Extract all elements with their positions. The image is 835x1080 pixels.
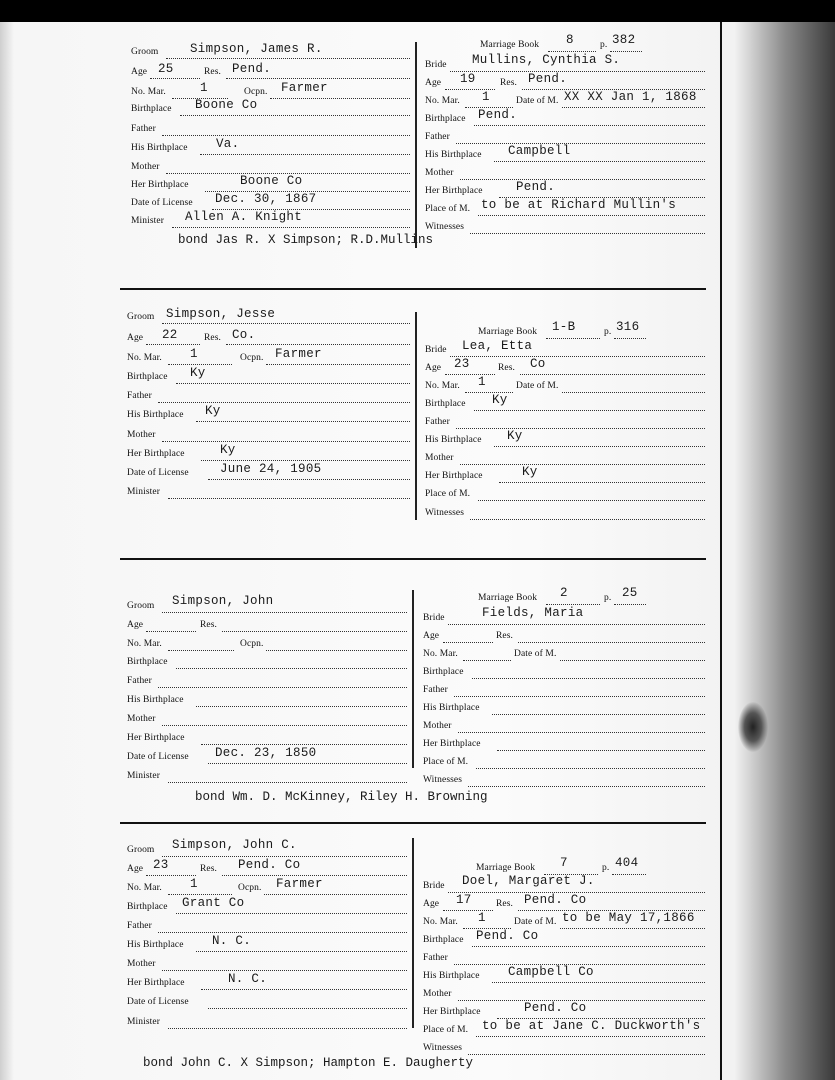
his-birthplace-label: His Birthplace bbox=[425, 150, 482, 160]
bond-note: bond John C. X Simpson; Hampton E. Daugherty bbox=[143, 1056, 474, 1070]
groom-occupation: Farmer bbox=[276, 877, 323, 891]
ocpn-label: Ocpn. bbox=[240, 353, 264, 363]
field-underline bbox=[158, 932, 407, 933]
bride-age: 17 bbox=[456, 893, 472, 907]
her-birthplace-label: Her Birthplace bbox=[127, 449, 185, 459]
groom-label: Groom bbox=[127, 845, 155, 855]
field-underline bbox=[196, 951, 407, 952]
field-underline bbox=[470, 519, 705, 520]
her-birthplace-label: Her Birthplace bbox=[425, 471, 483, 481]
mother-label: Mother bbox=[423, 989, 452, 999]
field-underline bbox=[162, 441, 410, 442]
column-divider bbox=[415, 42, 417, 248]
place-of-marriage: to be at Jane C. Duckworth's bbox=[482, 1019, 701, 1033]
field-underline bbox=[226, 344, 410, 345]
no-mar-label: No. Mar. bbox=[423, 649, 458, 659]
field-underline bbox=[460, 179, 705, 180]
bond-note: bond Wm. D. McKinney, Riley H. Browning bbox=[195, 790, 488, 804]
no-mar-label: No. Mar. bbox=[425, 381, 460, 391]
field-underline bbox=[472, 678, 705, 679]
father-label: Father bbox=[127, 921, 152, 931]
witnesses-label: Witnesses bbox=[423, 1043, 463, 1053]
date-of-marriage: XX XX Jan 1, 1868 bbox=[564, 90, 697, 104]
field-underline bbox=[176, 668, 407, 669]
groom-residence: Pend. Co bbox=[238, 858, 301, 872]
bride-name: Mullins, Cynthia S. bbox=[472, 53, 621, 67]
minister-label: Minister bbox=[127, 771, 160, 781]
bride-birthplace: Pend. bbox=[478, 108, 518, 122]
marriage-book-label: Marriage Book bbox=[478, 327, 538, 337]
place-of-marriage: to be at Richard Mullin's bbox=[481, 198, 677, 212]
birthplace-label: Birthplace bbox=[127, 657, 168, 667]
date-of-license: Dec. 23, 1850 bbox=[215, 746, 317, 760]
field-underline bbox=[168, 498, 410, 499]
field-underline bbox=[172, 227, 410, 228]
bride-birthplace: Pend. Co bbox=[476, 929, 539, 943]
his-birthplace-label: His Birthplace bbox=[127, 940, 184, 950]
marriage-book-label: Marriage Book bbox=[478, 593, 538, 603]
age-label: Age bbox=[425, 363, 442, 373]
card-bottom-rule bbox=[120, 558, 706, 560]
marriage-book-number: 1-B bbox=[552, 320, 576, 334]
bride-residence: Co bbox=[530, 357, 546, 371]
field-underline bbox=[201, 460, 410, 461]
field-underline bbox=[560, 660, 705, 661]
marriage-book-number: 7 bbox=[560, 856, 568, 870]
field-underline bbox=[201, 744, 407, 745]
no-mar-label: No. Mar. bbox=[127, 353, 162, 363]
his-birthplace-label: His Birthplace bbox=[423, 703, 480, 713]
minister-label: Minister bbox=[127, 487, 160, 497]
field-underline bbox=[168, 650, 234, 651]
bride-age: 19 bbox=[460, 72, 476, 86]
ocpn-label: Ocpn. bbox=[240, 639, 264, 649]
bride-age: 23 bbox=[454, 357, 470, 371]
field-underline bbox=[494, 446, 705, 447]
field-underline bbox=[266, 650, 407, 651]
father-label: Father bbox=[425, 132, 450, 142]
field-underline bbox=[456, 428, 705, 429]
field-underline bbox=[445, 374, 495, 375]
witnesses-label: Witnesses bbox=[425, 222, 465, 232]
bride-birthplace: Ky bbox=[492, 393, 508, 407]
bride-mother-birthplace: Pend. Co bbox=[524, 1001, 587, 1015]
date-of-m-label: Date of M. bbox=[516, 96, 559, 106]
field-underline bbox=[546, 604, 600, 605]
birthplace-label: Birthplace bbox=[423, 667, 464, 677]
field-underline bbox=[162, 135, 410, 136]
page-label: p. bbox=[604, 593, 612, 603]
his-birthplace-label: His Birthplace bbox=[131, 143, 188, 153]
field-underline bbox=[499, 482, 705, 483]
age-label: Age bbox=[127, 333, 144, 343]
field-underline bbox=[180, 115, 410, 116]
field-underline bbox=[208, 479, 410, 480]
page-edge-line bbox=[720, 22, 722, 1080]
res-label: Res. bbox=[498, 363, 516, 373]
field-underline bbox=[208, 1008, 407, 1009]
field-underline bbox=[492, 714, 705, 715]
marriage-book-page: 25 bbox=[622, 586, 638, 600]
field-underline bbox=[162, 725, 407, 726]
groom-occupation: Farmer bbox=[281, 81, 328, 95]
bride-name: Lea, Etta bbox=[462, 339, 533, 353]
groom-name: Simpson, John bbox=[172, 594, 274, 608]
bride-residence: Pend. bbox=[528, 72, 568, 86]
age-label: Age bbox=[423, 631, 440, 641]
res-label: Res. bbox=[204, 67, 222, 77]
bride-mother-birthplace: Ky bbox=[522, 465, 538, 479]
field-underline bbox=[200, 154, 410, 155]
marriage-record-card bbox=[0, 22, 720, 292]
card-bottom-rule bbox=[120, 288, 706, 290]
bride-name: Doel, Margaret J. bbox=[462, 874, 595, 888]
field-underline bbox=[468, 786, 705, 787]
mother-label: Mother bbox=[131, 162, 160, 172]
field-underline bbox=[196, 421, 410, 422]
field-underline bbox=[476, 1036, 705, 1037]
field-underline bbox=[162, 323, 410, 324]
res-label: Res. bbox=[200, 620, 218, 630]
date-of-m-label: Date of M. bbox=[514, 649, 557, 659]
no-mar-label: No. Mar. bbox=[425, 96, 460, 106]
her-birthplace-label: Her Birthplace bbox=[425, 186, 483, 196]
field-underline bbox=[264, 894, 407, 895]
res-label: Res. bbox=[204, 333, 222, 343]
field-underline bbox=[494, 161, 705, 162]
res-label: Res. bbox=[200, 864, 218, 874]
groom-father-birthplace: N. C. bbox=[212, 934, 252, 948]
groom-label: Groom bbox=[127, 601, 155, 611]
field-underline bbox=[146, 631, 196, 632]
bride-label: Bride bbox=[423, 613, 445, 623]
mother-label: Mother bbox=[423, 721, 452, 731]
marriage-book-label: Marriage Book bbox=[476, 863, 536, 873]
field-underline bbox=[474, 410, 705, 411]
bride-name: Fields, Maria bbox=[482, 606, 584, 620]
ocpn-label: Ocpn. bbox=[238, 883, 262, 893]
his-birthplace-label: His Birthplace bbox=[127, 410, 184, 420]
groom-name: Simpson, John C. bbox=[172, 838, 297, 852]
age-label: Age bbox=[423, 899, 440, 909]
her-birthplace-label: Her Birthplace bbox=[423, 739, 481, 749]
field-underline bbox=[222, 875, 407, 876]
microfilm-page bbox=[0, 22, 835, 1080]
field-underline bbox=[612, 874, 646, 875]
field-underline bbox=[614, 604, 646, 605]
date-of-license: Dec. 30, 1867 bbox=[215, 192, 317, 206]
field-underline bbox=[168, 364, 232, 365]
bride-no-mar: 1 bbox=[478, 375, 486, 389]
field-underline bbox=[168, 894, 232, 895]
marriage-record-card bbox=[0, 292, 720, 562]
place-of-m-label: Place of M. bbox=[425, 204, 471, 214]
bride-father-birthplace: Ky bbox=[507, 429, 523, 443]
field-underline bbox=[458, 732, 705, 733]
groom-age: 22 bbox=[162, 328, 178, 342]
field-underline bbox=[468, 1054, 705, 1055]
father-label: Father bbox=[127, 676, 152, 686]
groom-label: Groom bbox=[131, 47, 159, 57]
groom-mother-birthplace: Boone Co bbox=[240, 174, 303, 188]
field-underline bbox=[270, 98, 410, 99]
groom-residence: Co. bbox=[232, 328, 256, 342]
no-mar-label: No. Mar. bbox=[423, 917, 458, 927]
date-of-license-label: Date of License bbox=[127, 997, 189, 1007]
field-underline bbox=[162, 970, 407, 971]
bond-note: bond Jas R. X Simpson; R.D.Mullins bbox=[178, 233, 434, 247]
field-underline bbox=[478, 500, 705, 501]
groom-no-mar: 1 bbox=[190, 347, 198, 361]
place-of-m-label: Place of M. bbox=[423, 1025, 469, 1035]
bride-father-birthplace: Campbell Co bbox=[508, 965, 594, 979]
field-underline bbox=[614, 338, 646, 339]
field-underline bbox=[158, 402, 410, 403]
field-underline bbox=[560, 928, 705, 929]
field-underline bbox=[146, 875, 196, 876]
marriage-record-card bbox=[0, 824, 720, 1080]
field-underline bbox=[478, 215, 705, 216]
mother-label: Mother bbox=[127, 959, 156, 969]
res-label: Res. bbox=[496, 631, 514, 641]
birthplace-label: Birthplace bbox=[423, 935, 464, 945]
groom-birthplace: Boone Co bbox=[195, 98, 258, 112]
column-divider bbox=[415, 312, 417, 520]
birthplace-label: Birthplace bbox=[127, 372, 168, 382]
age-label: Age bbox=[425, 78, 442, 88]
date-of-m-label: Date of M. bbox=[516, 381, 559, 391]
page-label: p. bbox=[600, 40, 608, 50]
field-underline bbox=[474, 125, 705, 126]
her-birthplace-label: Her Birthplace bbox=[423, 1007, 481, 1017]
field-underline bbox=[158, 687, 407, 688]
mother-label: Mother bbox=[425, 168, 454, 178]
field-underline bbox=[222, 631, 407, 632]
bride-label: Bride bbox=[425, 345, 447, 355]
birthplace-label: Birthplace bbox=[127, 902, 168, 912]
birthplace-label: Birthplace bbox=[131, 104, 172, 114]
bride-residence: Pend. Co bbox=[524, 893, 587, 907]
marriage-book-label: Marriage Book bbox=[480, 40, 540, 50]
field-underline bbox=[470, 233, 705, 234]
place-of-m-label: Place of M. bbox=[423, 757, 469, 767]
father-label: Father bbox=[425, 417, 450, 427]
field-underline bbox=[520, 374, 705, 375]
field-underline bbox=[548, 51, 596, 52]
bride-label: Bride bbox=[423, 881, 445, 891]
her-birthplace-label: Her Birthplace bbox=[127, 733, 185, 743]
his-birthplace-label: His Birthplace bbox=[425, 435, 482, 445]
place-of-m-label: Place of M. bbox=[425, 489, 471, 499]
birthplace-label: Birthplace bbox=[425, 399, 466, 409]
field-underline bbox=[450, 71, 705, 72]
groom-residence: Pend. bbox=[232, 62, 272, 76]
date-of-marriage: to be May 17,1866 bbox=[562, 911, 695, 925]
groom-no-mar: 1 bbox=[200, 81, 208, 95]
minister-label: Minister bbox=[131, 216, 164, 226]
marriage-book-number: 8 bbox=[566, 33, 574, 47]
father-label: Father bbox=[423, 685, 448, 695]
bride-label: Bride bbox=[425, 60, 447, 70]
field-underline bbox=[208, 763, 407, 764]
his-birthplace-label: His Birthplace bbox=[423, 971, 480, 981]
groom-father-birthplace: Ky bbox=[205, 404, 221, 418]
groom-label: Groom bbox=[127, 312, 155, 322]
groom-name: Simpson, Jesse bbox=[166, 307, 276, 321]
age-label: Age bbox=[127, 864, 144, 874]
field-underline bbox=[196, 706, 407, 707]
field-underline bbox=[450, 356, 705, 357]
field-underline bbox=[150, 78, 200, 79]
field-underline bbox=[456, 143, 705, 144]
minister-name: Allen A. Knight bbox=[185, 210, 303, 224]
age-label: Age bbox=[131, 67, 148, 77]
age-label: Age bbox=[127, 620, 144, 630]
film-blemish bbox=[738, 702, 768, 752]
groom-occupation: Farmer bbox=[275, 347, 322, 361]
mother-label: Mother bbox=[127, 714, 156, 724]
marriage-book-page: 404 bbox=[615, 856, 639, 870]
field-underline bbox=[168, 1028, 407, 1029]
date-of-license-label: Date of License bbox=[131, 198, 193, 208]
field-underline bbox=[454, 696, 705, 697]
res-label: Res. bbox=[500, 78, 518, 88]
mother-label: Mother bbox=[127, 430, 156, 440]
field-underline bbox=[472, 946, 705, 947]
field-underline bbox=[610, 51, 642, 52]
groom-name: Simpson, James R. bbox=[190, 42, 323, 56]
field-underline bbox=[168, 782, 407, 783]
bride-father-birthplace: Campbell bbox=[508, 144, 571, 158]
field-underline bbox=[176, 913, 407, 914]
marriage-book-number: 2 bbox=[560, 586, 568, 600]
column-divider bbox=[412, 838, 414, 1028]
bride-no-mar: 1 bbox=[478, 911, 486, 925]
father-label: Father bbox=[423, 953, 448, 963]
field-underline bbox=[448, 624, 705, 625]
date-of-license: June 24, 1905 bbox=[220, 462, 322, 476]
groom-no-mar: 1 bbox=[190, 877, 198, 891]
field-underline bbox=[518, 642, 705, 643]
field-underline bbox=[166, 58, 410, 59]
witnesses-label: Witnesses bbox=[425, 508, 465, 518]
field-underline bbox=[162, 856, 407, 857]
field-underline bbox=[460, 464, 705, 465]
date-of-license-label: Date of License bbox=[127, 752, 189, 762]
father-label: Father bbox=[127, 391, 152, 401]
field-underline bbox=[162, 612, 407, 613]
father-label: Father bbox=[131, 124, 156, 134]
her-birthplace-label: Her Birthplace bbox=[127, 978, 185, 988]
his-birthplace-label: His Birthplace bbox=[127, 695, 184, 705]
bride-no-mar: 1 bbox=[482, 90, 490, 104]
groom-father-birthplace: Va. bbox=[216, 137, 240, 151]
field-underline bbox=[146, 344, 200, 345]
marriage-book-page: 382 bbox=[612, 33, 636, 47]
field-underline bbox=[492, 982, 705, 983]
groom-age: 23 bbox=[153, 858, 169, 872]
bride-mother-birthplace: Pend. bbox=[516, 180, 556, 194]
marriage-record-card bbox=[0, 562, 720, 824]
no-mar-label: No. Mar. bbox=[127, 883, 162, 893]
no-mar-label: No. Mar. bbox=[127, 639, 162, 649]
minister-label: Minister bbox=[127, 1017, 160, 1027]
field-underline bbox=[562, 392, 705, 393]
her-birthplace-label: Her Birthplace bbox=[131, 180, 189, 190]
groom-mother-birthplace: N. C. bbox=[228, 972, 268, 986]
res-label: Res. bbox=[496, 899, 514, 909]
field-underline bbox=[201, 989, 407, 990]
page-label: p. bbox=[602, 863, 610, 873]
field-underline bbox=[266, 364, 410, 365]
field-underline bbox=[463, 660, 511, 661]
field-underline bbox=[226, 78, 410, 79]
page-label: p. bbox=[604, 327, 612, 337]
mother-label: Mother bbox=[425, 453, 454, 463]
field-underline bbox=[176, 383, 410, 384]
no-mar-label: No. Mar. bbox=[131, 87, 166, 97]
field-underline bbox=[476, 768, 705, 769]
column-divider bbox=[412, 590, 414, 768]
marriage-book-page: 316 bbox=[616, 320, 640, 334]
date-of-m-label: Date of M. bbox=[514, 917, 557, 927]
field-underline bbox=[497, 750, 705, 751]
birthplace-label: Birthplace bbox=[425, 114, 466, 124]
field-underline bbox=[443, 642, 493, 643]
field-underline bbox=[562, 107, 705, 108]
groom-birthplace: Ky bbox=[190, 366, 206, 380]
witnesses-label: Witnesses bbox=[423, 775, 463, 785]
groom-age: 25 bbox=[158, 62, 174, 76]
ocpn-label: Ocpn. bbox=[244, 87, 268, 97]
groom-mother-birthplace: Ky bbox=[220, 443, 236, 457]
date-of-license-label: Date of License bbox=[127, 468, 189, 478]
field-underline bbox=[546, 338, 600, 339]
groom-birthplace: Grant Co bbox=[182, 896, 245, 910]
